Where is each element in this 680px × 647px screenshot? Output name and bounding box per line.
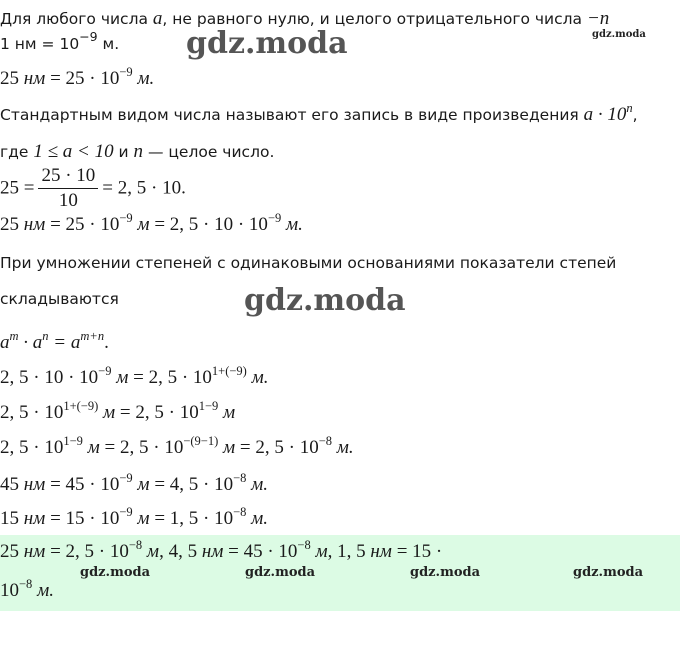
power-rule: $a^m \cdot a^n = a^{m+n}$.	[0, 329, 109, 353]
watermark-logo: gdz.moda	[80, 565, 151, 580]
equation-15nm: 15 нм = $15 \cdot 10^{-9}$ м = 1, $5 \cdot 10^{-8}$ м.	[0, 505, 269, 529]
answer-line-2: $10^{-8}$ м.	[0, 577, 54, 601]
rule-text-end: складываются	[0, 290, 119, 308]
step-3: 2, $5 \cdot 10^{1-9}$ м = 2, $5 \cdot 10^{-(9-1)}$ м = 2, $5 \cdot 10^{-8}$ м.	[0, 434, 354, 458]
watermark-logo: gdz.moda	[186, 26, 348, 61]
intro-line: Для любого числа a, не равного нулю, и целого отрицательного числа −n	[0, 8, 610, 29]
nm-definition: 1 нм = $10^{-9}$ м.	[0, 29, 120, 53]
watermark-logo: gdz.moda	[410, 565, 481, 580]
standard-form-definition: Стандартным видом числа называют его запись в виде произведения $a \cdot 10^n$,	[0, 101, 638, 125]
watermark-logo: gdz.moda	[245, 565, 316, 580]
watermark-logo: gdz.moda	[244, 283, 406, 318]
equation-25nm-standard: 25 нм = $25 \cdot 10^{-9}$ м = 2, $5 \cdot 10 \cdot 10^{-9}$ м.	[0, 211, 303, 235]
step-1: 2, $5 \cdot 10 \cdot 10^{-9}$ м = 2, $5 \cdot 10^{1+(-9)}$ м.	[0, 364, 269, 388]
equation-45nm: 45 нм = $45 \cdot 10^{-9}$ м = 4, $5 \cdot 10^{-8}$ м.	[0, 471, 269, 495]
rule-text: При умножении степеней с одинаковыми основаниями показатели степей	[0, 254, 617, 272]
standard-form-condition: где 1 ≤ a < 10 и n — целое число.	[0, 141, 275, 162]
watermark-logo: gdz.moda	[592, 29, 646, 40]
equation-25nm: 25 нм = $25 \cdot 10^{-9}$ м.	[0, 65, 155, 89]
fraction-equation: 25 = $\frac{25 \cdot 10}{10}$ = 2, 5 · 10.	[0, 165, 186, 211]
answer-line-1: 25 нм = 2, $5 \cdot 10^{-8}$ м, 4, 5 нм = $45 \cdot 10^{-8}$ м, 1, 5 нм = 15 ·	[0, 538, 443, 562]
watermark-logo: gdz.moda	[573, 565, 644, 580]
fraction: $\frac{25 \cdot 10}{10}$	[38, 165, 98, 212]
step-2: 2, $5 \cdot 10^{1+(-9)}$ м = 2, $5 \cdot 10^{1-9}$ м	[0, 399, 236, 423]
